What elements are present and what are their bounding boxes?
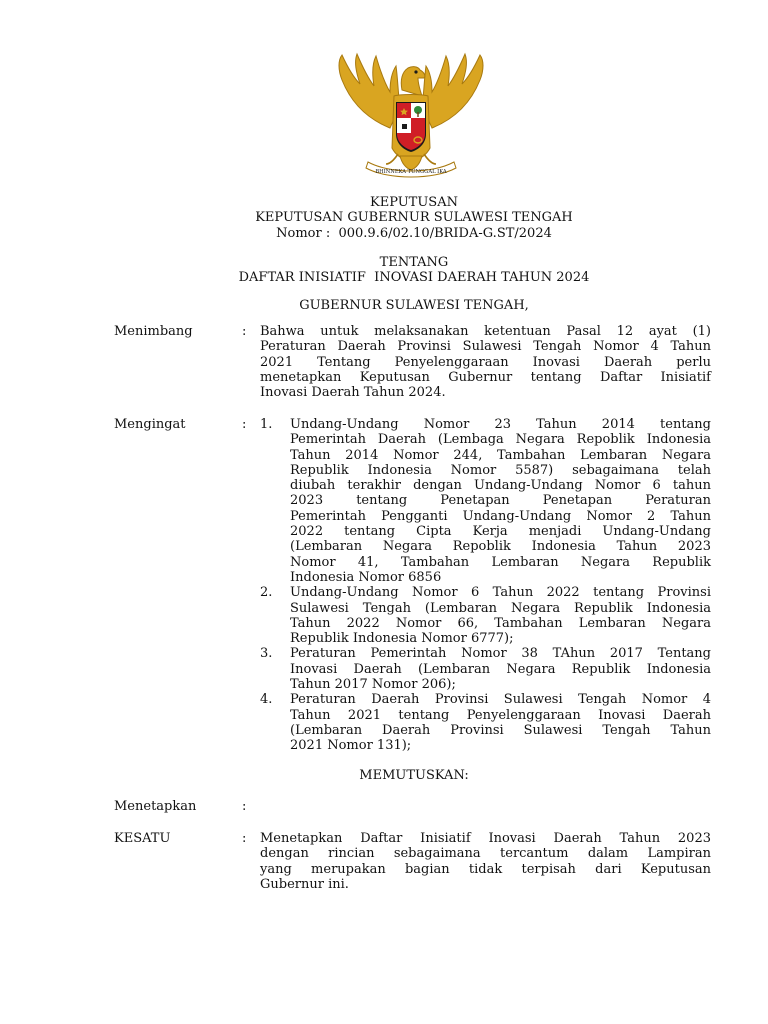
list-item xyxy=(260,692,711,753)
text-line: Sulawesi Tengah (Lembaran Negara Republik Indonesia xyxy=(290,600,711,616)
kesatu-text xyxy=(260,831,711,892)
text-line: Republik Indonesia Nomor 6777); xyxy=(290,631,514,647)
menimbang-colon: : xyxy=(242,324,247,339)
text-line: (Lembaran Negara Repoblik Indonesia Tahun 2023 xyxy=(290,539,711,555)
text-line: Pemerintah Daerah (Lembaga Negara Repoblik Indonesia xyxy=(290,432,711,448)
text-line: Peraturan Daerah Provinsi Sulawesi Tengah Nomor 4 xyxy=(290,692,711,708)
kesatu-label: KESATU xyxy=(114,831,171,846)
text-line: (Lembaran Daerah Provinsi Sulawesi Tengah Tahun xyxy=(290,722,711,738)
list-item-text xyxy=(290,585,711,646)
mengingat-list xyxy=(260,417,711,754)
kesatu-colon: : xyxy=(242,831,247,846)
list-item-number: 3. xyxy=(260,646,273,662)
text-line: 2021 Nomor 131); xyxy=(290,738,412,754)
list-item xyxy=(260,646,711,692)
text-line: Pemerintah Pengganti Undang-Undang Nomor 2 Tahun xyxy=(290,508,711,524)
text-line: Inovasi Daerah Tahun 2024. xyxy=(260,385,446,401)
decree-title: KEPUTUSAN xyxy=(370,195,458,210)
list-item xyxy=(260,417,711,585)
garuda-pancasila-emblem-icon xyxy=(330,50,492,178)
menetapkan-label: Menetapkan xyxy=(114,799,197,814)
list-item-number: 2. xyxy=(260,585,273,601)
text-line: Inovasi Daerah (Lembaran Negara Republik Indonesia xyxy=(290,661,711,677)
text-line: yang merupakan bagian tidak terpisah dari Keputusan xyxy=(260,861,711,877)
text-line: Peraturan Pemerintah Nomor 38 TAhun 2017 Tentang xyxy=(290,646,711,662)
text-line: Tahun 2022 Nomor 66, Tambahan Lembaran Negara xyxy=(290,615,711,631)
decree-subject-block xyxy=(0,255,768,286)
text-line: Nomor 41, Tambahan Lembaran Negara Republik xyxy=(290,554,711,570)
decree-issuer: KEPUTUSAN GUBERNUR SULAWESI TENGAH xyxy=(255,210,573,226)
about-label: TENTANG xyxy=(379,255,449,270)
text-line: Undang-Undang Nomor 23 Tahun 2014 tentang xyxy=(290,417,711,432)
list-item-number: 4. xyxy=(260,692,273,708)
list-item-text xyxy=(290,692,711,753)
text-line: 2023 tentang Penetapan Penetapan Peraturan xyxy=(290,493,711,509)
decree-subject: DAFTAR INISIATIF INOVASI DAERAH TAHUN 2024 xyxy=(238,270,590,286)
text-line: dengan rincian sebagaimana tercantum dalam Lampiran xyxy=(260,846,711,862)
text-line: Bahwa untuk melaksanakan ketentuan Pasal 12 ayat (1) xyxy=(260,324,711,339)
text-line: diubah terakhir dengan Undang-Undang Nomor 6 tahun xyxy=(290,478,711,494)
list-item-text xyxy=(290,417,711,585)
emblem-motto: BHINNEKA TUNGGAL IKA xyxy=(375,169,447,175)
list-item xyxy=(260,585,711,646)
text-line: Undang-Undang Nomor 6 Tahun 2022 tentang Provinsi xyxy=(290,585,711,601)
text-line: Republik Indonesia Nomor 5587) sebagaimana telah xyxy=(290,462,711,478)
mengingat-colon: : xyxy=(242,417,247,432)
menetapkan-colon: : xyxy=(242,799,247,814)
text-line: Gubernur ini. xyxy=(260,876,349,892)
text-line: Tahun 2014 Nomor 244, Tambahan Lembaran Negara xyxy=(290,447,711,463)
menimbang-label: Menimbang xyxy=(114,324,193,339)
memutuskan-label: MEMUTUSKAN: xyxy=(359,768,469,783)
decree-number: Nomor : 000.9.6/02.10/BRIDA-G.ST/2024 xyxy=(276,225,552,241)
text-line: Peraturan Daerah Provinsi Sulawesi Tengah Nomor 4 Tahun xyxy=(260,339,711,355)
text-line: 2021 Tentang Penyelenggaraan Inovasi Daerah perlu xyxy=(260,354,711,370)
text-line: menetapkan Keputusan Gubernur tentang Daftar Inisiatif xyxy=(260,369,711,385)
list-item-text xyxy=(290,646,711,692)
text-line: Tahun 2017 Nomor 206); xyxy=(290,677,456,693)
decree-heading xyxy=(0,195,768,241)
mengingat-label: Mengingat xyxy=(114,417,186,432)
text-line: Menetapkan Daftar Inisiatif Inovasi Daerah Tahun 2023 xyxy=(260,831,711,846)
menimbang-text xyxy=(260,324,711,400)
text-line: 2022 tentang Cipta Kerja menjadi Undang-Undang xyxy=(290,524,711,540)
text-line: Tahun 2021 tentang Penyelenggaraan Inovasi Daerah xyxy=(290,707,711,723)
text-line: Indonesia Nomor 6856 xyxy=(290,569,442,585)
governor-title: GUBERNUR SULAWESI TENGAH, xyxy=(299,298,529,313)
governor-line xyxy=(0,298,768,313)
memutuskan-heading xyxy=(0,768,768,783)
list-item-number: 1. xyxy=(260,417,273,432)
